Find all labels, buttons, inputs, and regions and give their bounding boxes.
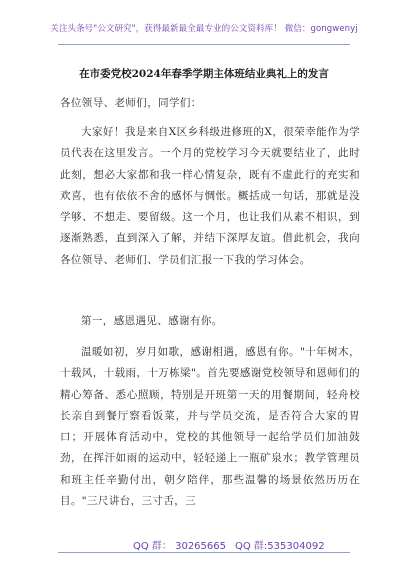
footer-qq-group-1: QQ 群： 30265665 (133, 541, 226, 552)
salutation: 各位领导、老师们，同学们： (60, 97, 202, 109)
section-heading-1: 第一，感恩遇见、感谢有你。 (81, 315, 223, 327)
header-divider (58, 44, 350, 45)
paragraph-intro: 大家好！我是来自X区乡科级进修班的X，很荣幸能作为学员代表在这里发言。一个月的党校学习今天就要结业了，此时此刻，想必大家都和我一样心情复杂，既有不虚此行的充实和欢喜，也有依依不舍的感怀与惆怅。概括成一句话，那就是没学够、不想走、要留级。这一个月，也让我们从素不相识，到逐渐熟悉，直到深入了解，并结下深厚友谊。借此机会，我向各位领导、老师们、学员们汇报一下我的学习体会。 (60, 126, 360, 266)
page-header-note: 关注头条号"公文研究"，获得最新最全最专业的公文资料库！ 微信：gongwenyj (50, 24, 358, 34)
footer-qq-group-2: QQ 群:535304092 (235, 541, 325, 552)
document-title: 在市委党校2024年春季学期主体班结业典礼上的发言 (79, 68, 329, 80)
footer-divider (58, 552, 350, 553)
paragraph-gratitude: 温暖如初，岁月如歌，感谢相遇，感恩有你。"十年树木，十载风，十载雨，十万栋梁"。首先要感谢党校领导和恩师们的精心筹备、悉心照顾，特别是开班第一天的用餐期间，轻舟校长亲自到餐厅察看饭菜，并与学员交流，是否符合大家的胃口；开展体育活动中，党校的其他领导一起给学员们加油鼓劲，在挥汗如雨的运动中，轻轻递上一瓶矿泉水；教学管理员和班主任辛勤付出，朝夕陪伴，那些温馨的场景依然历历在目。"三尺讲台，三寸舌，三 (60, 346, 360, 508)
